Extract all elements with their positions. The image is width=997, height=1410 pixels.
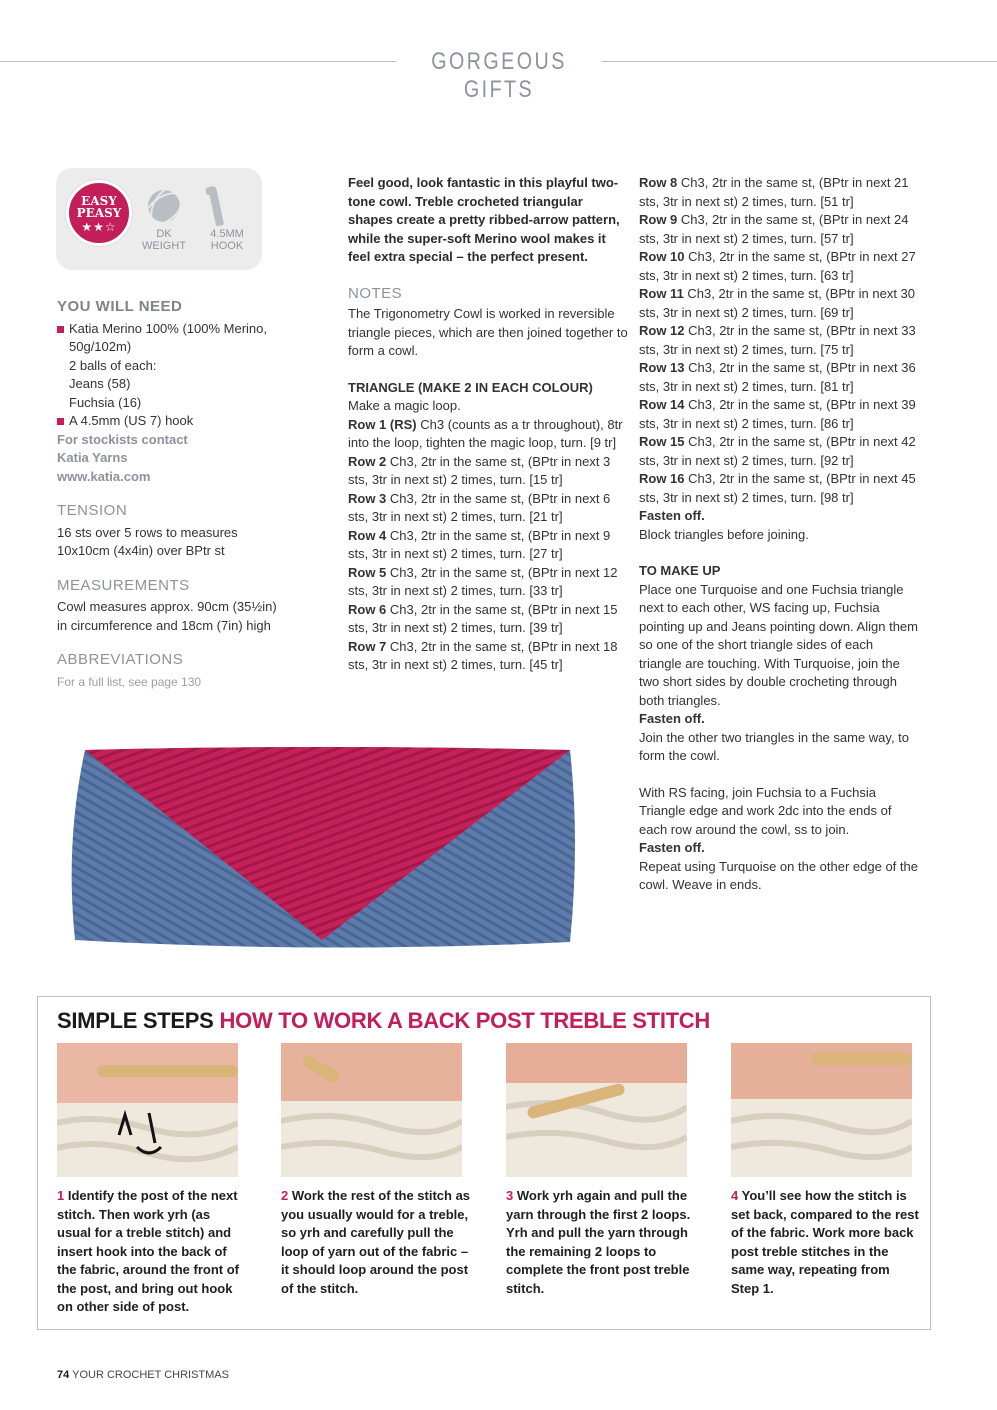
pattern-row: Row 7 Ch3, 2tr in the same st, (BPtr in next 18 sts, 3tr in next st) 2 times, turn. [45 tr] [348,638,618,672]
hook-size-label: 4.5MM HOOK [210,228,244,252]
tension-heading: TENSION [57,502,128,519]
pattern-row: Row 5 Ch3, 2tr in the same st, (BPtr in next 12 sts, 3tr in next st) 2 times, turn. [33 tr] [348,564,618,598]
step-2-photo [281,1043,462,1177]
measurements-text: Cowl measures approx. 90cm (35½in) in circumference and 18cm (7in) high [57,599,277,633]
abbreviations-text: For a full list, see page 130 [57,674,202,689]
pattern-column-1: Feel good, look fantastic in this playful two-tone cowl. Treble crocheted triangular shapes create a pretty ribbed-arrow pattern, while the super-soft Merino wool makes it feel extra special – the perfect present. NOTES The Trigonometry Cowl is worked in reversible triangle pieces, which are then joined together to form a cowl. TRIANGLE (MAKE 2 IN EACH COLOUR) Make a magic loop. Row 1 (RS) Ch3 (counts as a tr throughout), 8tr into the loop, tighten the magic loop, turn. [9 tr] Row 2 Ch3, 2tr in the same st, (BPtr in next 3 sts, 3tr in next st) 2 times, turn. [15 tr] Row 3 Ch3, 2tr in the same st, (BPtr in next 6 sts, 3tr in next st) 2 times, turn. [21 tr] Row 4 Ch3, 2tr in the same st, (BPtr in next 9 sts, 3tr in next st) 2 times, turn. [27 tr] Row 5 Ch3, 2tr in the same st, (BPtr in next 12 sts, 3tr in next st) 2 times, turn. [33 tr] Row 6 Ch3, 2tr in the same st, (BPtr in next 15 sts, 3tr in next st) 2 times, turn. [39 tr] Row 7 Ch3, 2tr in the same st, (BPtr in next 18 sts, 3tr in next st) 2 times, turn. [45 tr] [348,174,628,675]
pattern-row: Row 10 Ch3, 2tr in the same st, (BPtr in next 27 sts, 3tr in next st) 2 times, turn. [63 tr] [639,249,916,283]
fasten-off-1: Fasten off. [639,508,705,523]
pattern-row: Row 1 (RS) Ch3 (counts as a tr throughout), 8tr into the loop, tighten the magic loop, turn. [9 tr] [348,416,623,450]
pattern-row: Row 11 Ch3, 2tr in the same st, (BPtr in next 30 sts, 3tr in next st) 2 times, turn. [69 tr] [639,286,916,320]
step-4-photo [731,1043,912,1177]
pattern-row: Row 6 Ch3, 2tr in the same st, (BPtr in next 15 sts, 3tr in next st) 2 times, turn. [39 tr] [348,601,618,635]
page-folio: 74 YOUR CROCHET CHRISTMAS [57,1369,229,1381]
need-hook: A 4.5mm (US 7) hook [57,412,287,431]
pattern-row: Row 14 Ch3, 2tr in the same st, (BPtr in next 39 sts, 3tr in next st) 2 times, turn. [86 tr] [639,397,916,431]
step-4-text: 4 You’ll see how the stitch is set back, compared to the rest of the fabric. Work more back post treble stitches in the same way, repeating from Step 1. [731,1188,919,1296]
intro-text: Feel good, look fantastic in this playful two-tone cowl. Treble crocheted triangular shapes create a pretty ribbed-arrow pattern, while the super-soft Merino wool makes it feel extra special – the perfect present. [348,175,620,264]
make-up-heading: TO MAKE UP [639,563,721,578]
abbreviations-heading: ABBREVIATIONS [57,651,184,668]
step-1-photo [57,1043,238,1177]
step-2-text: 2 Work the rest of the stitch as you usually would for a treble, so yrh and carefully pull the loop of yarn out of the fabric – it should loop around the post of the stitch. [281,1188,471,1296]
difficulty-badge: EASY PEASY ★★☆ [66,180,132,246]
step-1-text: 1 Identify the post of the next stitch. Then work yrh (as usual for a treble stitch) and insert hook into the back of the fabric, around the front of the post, and bring out hook on other side of post. [57,1188,239,1314]
tension-text: 16 sts over 5 rows to measures 10x10cm (4x4in) over BPtr st [57,524,238,558]
pattern-row: Row 8 Ch3, 2tr in the same st, (BPtr in next 21 sts, 3tr in next st) 2 times, turn. [51 tr] [639,175,909,209]
pattern-column-2: Row 8 Ch3, 2tr in the same st, (BPtr in next 21 sts, 3tr in next st) 2 times, turn. [51 tr] Row 9 Ch3, 2tr in the same st, (BPtr in next 24 sts, 3tr in next st) 2 times, turn. [57 tr] Row 10 Ch3, 2tr in the same st, (BPtr in next 27 sts, 3tr in next st) 2 times, turn. [63 tr] Row 11 Ch3, 2tr in the same st, (BPtr in next 30 sts, 3tr in next st) 2 times, turn. [69 tr] Row 12 Ch3, 2tr in the same st, (BPtr in next 33 sts, 3tr in next st) 2 times, turn. [75 tr] Row 13 Ch3, 2tr in the same st, (BPtr in next 36 sts, 3tr in next st) 2 times, turn. [81 tr] Row 14 Ch3, 2tr in the same st, (BPtr in next 39 sts, 3tr in next st) 2 times, turn. [86 tr] Row 15 Ch3, 2tr in the same st, (BPtr in next 42 sts, 3tr in next st) 2 times, turn. [92 tr] Row 16 Ch3, 2tr in the same st, (BPtr in next 45 sts, 3tr in next st) 2 times, turn. [98 tr] Fasten off. Block triangles before joining. TO MAKE UP Place one Turquoise and one Fuchsia triangle next to each other, WS facing up, Fuchsia pointing up and Jeans pointing down. Align them so one of the short triangle sides of each triangle are touching. With Turquoise, join the two short sides by double crocheting through both triangles. Fasten off. Join the other two triangles in the same way, to form the cowl. With RS facing, join Fuchsia to a Fuchsia Triangle edge and work 2dc into the ends of each row around the cowl, ss to join. Fasten off. Repeat using Turquoise on the other edge of the cowl. Weave in ends. [639,175,918,892]
stockist-link[interactable]: www.katia.com [57,468,151,484]
header-rule-left [0,61,396,62]
step-3-text: 3 Work yrh again and pull the yarn through the first 2 loops. Yrh and pull the yarn through the remaining 2 loops to complete the front post treble stitch. [506,1188,691,1296]
yarn-ball-icon [148,190,180,222]
pattern-row: Row 3 Ch3, 2tr in the same st, (BPtr in next 6 sts, 3tr in next st) 2 times, turn. [21 tr] [348,490,611,524]
yarn-weight-label: DK WEIGHT [142,228,186,252]
pattern-row: Row 9 Ch3, 2tr in the same st, (BPtr in next 24 sts, 3tr in next st) 2 times, turn. [57 tr] [639,212,909,246]
pattern-row: Row 2 Ch3, 2tr in the same st, (BPtr in next 3 sts, 3tr in next st) 2 times, turn. [15 tr] [348,453,611,487]
pattern-row: Row 13 Ch3, 2tr in the same st, (BPtr in next 36 sts, 3tr in next st) 2 times, turn. [81 tr] [639,360,916,394]
header-rule-right [602,61,997,62]
pattern-row: Row 12 Ch3, 2tr in the same st, (BPtr in next 33 sts, 3tr in next st) 2 times, turn. [75 tr] [639,323,916,357]
section-title: GORGEOUS GIFTS [431,48,567,103]
triangle-heading: TRIANGLE (MAKE 2 IN EACH COLOUR) [348,379,593,395]
need-yarn: Katia Merino 100% (100% Merino, 50g/102m) [57,320,287,357]
materials-column: YOU WILL NEED Katia Merino 100% (100% Merino, 50g/102m) 2 balls of each: Jeans (58) Fuchsia (16) A 4.5mm (US 7) hook For stockists contact Katia Yarns www.katia.com TENSION 16 sts over 5 rows to measures 10x10cm (4x4in) over BPtr st MEASUREMENTS Cowl measures approx. 90cm (35½in) in circumference and 18cm (7in) high ABBREVIATIONS For a full list, see page 130 [57,298,287,691]
you-will-need-heading: YOU WILL NEED [57,298,183,315]
cowl-photo [70,742,580,952]
pattern-row: Row 16 Ch3, 2tr in the same st, (BPtr in next 45 sts, 3tr in next st) 2 times, turn. [98 tr] [639,471,916,505]
notes-text: The Trigonometry Cowl is worked in reversible triangle pieces, which are then joined together to form a cowl. [348,306,628,358]
measurements-heading: MEASUREMENTS [57,576,190,594]
pattern-row: Row 15 Ch3, 2tr in the same st, (BPtr in next 42 sts, 3tr in next st) 2 times, turn. [92 tr] [639,434,916,468]
simple-steps-title: SIMPLE STEPS HOW TO WORK A BACK POST TREBLE STITCH [57,1008,710,1033]
pattern-row: Row 4 Ch3, 2tr in the same st, (BPtr in next 9 sts, 3tr in next st) 2 times, turn. [27 tr] [348,527,611,561]
notes-heading: NOTES [348,284,403,302]
step-3-photo [506,1043,687,1177]
star-rating-icon: ★★☆ [81,220,117,234]
